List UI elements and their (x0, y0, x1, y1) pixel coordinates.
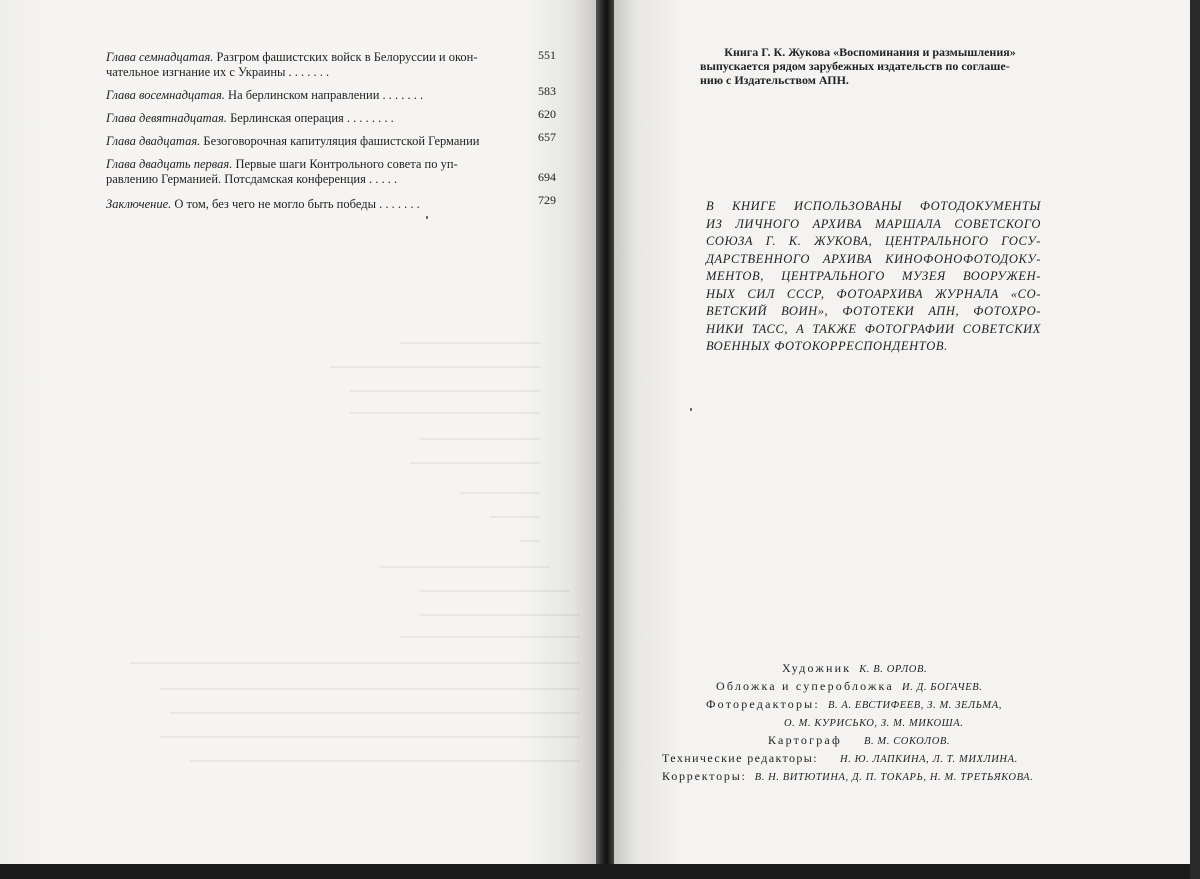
credit-names: Н. Ю. ЛАПКИНА, Л. Т. МИХЛИНА. (840, 754, 1018, 765)
credit-row (658, 732, 1118, 750)
toc-entry-20 (106, 130, 556, 149)
photo-note-line: НИКИ ТАСС, А ТАКЖЕ ФОТОГРАФИИ СОВЕТСКИХ (706, 321, 1041, 336)
toc-chapter-label: Глава девятнадцатая. (106, 111, 227, 125)
bleed-through-line (170, 712, 580, 714)
bleed-through-line (350, 390, 540, 392)
credits-block (658, 660, 1118, 786)
credit-row (658, 750, 1118, 768)
photo-note-line: МЕНТОВ, ЦЕНТРАЛЬНОГО МУЗЕЯ ВООРУЖЕН- (706, 269, 1041, 283)
credit-names: К. В. ОРЛОВ. (859, 664, 928, 675)
print-speck (690, 408, 692, 411)
toc-chapter-label: Глава семнадцатая. (106, 50, 214, 64)
toc-chapter-label: Глава двадцатая. (106, 134, 201, 148)
bleed-through-line (460, 492, 540, 494)
toc-entry-conclusion (106, 193, 556, 212)
credit-names: В. А. ЕВСТИФЕЕВ, З. М. ЗЕЛЬМА, (827, 700, 1002, 711)
page-right-edge (1190, 0, 1200, 879)
bleed-through-line (520, 540, 540, 542)
toc-page-number: 694 (538, 170, 556, 184)
credit-role: Художник (782, 661, 852, 675)
photo-note-line: НЫХ СИЛ СССР, ФОТОАРХИВА ЖУРНАЛА «СО- (706, 286, 1041, 301)
bleed-through-line (380, 566, 550, 568)
book-gutter (596, 0, 614, 879)
bleed-through-line (400, 636, 580, 638)
bleed-through-line (420, 590, 570, 592)
toc-page-number: 657 (538, 130, 556, 144)
publisher-note-line: Книга Г. К. Жукова «Воспоминания и размышления» (724, 45, 1016, 59)
publisher-note-line: выпускается рядом зарубежных издательств по соглаше- (700, 59, 1010, 73)
toc-entry-19 (106, 107, 556, 126)
bleed-through-line (160, 688, 580, 690)
photo-note-line: ВОЕННЫХ ФОТОКОРРЕСПОНДЕНТОВ. (706, 339, 948, 353)
photo-note-line: ДАРСТВЕННОГО АРХИВА КИНОФОНОФОТОДОКУ- (706, 251, 1041, 266)
photo-note-line: ВЕТСКИЙ ВОИН», ФОТОТЕКИ АПН, ФОТОХРО- (706, 304, 1041, 318)
toc-title-line: Берлинская операция . . . . . . . . (230, 111, 394, 125)
credit-role: Обложка и суперобложка (716, 679, 894, 693)
credit-role: Фоторедакторы: (706, 697, 820, 711)
toc-entry-17 (106, 50, 556, 80)
credit-row (658, 714, 1118, 732)
credit-row (658, 678, 1118, 696)
credit-names: О. М. КУРИСЬКО, З. М. МИКОША. (784, 718, 964, 729)
bleed-through-line (190, 760, 580, 762)
credit-names: В. Н. ВИТЮТИНА, Д. П. ТОКАРЬ, Н. М. ТРЕТЬЯКОВА. (754, 772, 1034, 783)
toc-title-line: чательное изгнание их с Украины . . . . . . . (106, 65, 330, 79)
credit-names: И. Д. БОГАЧЕВ. (901, 682, 983, 693)
bleed-through-line (420, 614, 580, 616)
bleed-through-line (490, 516, 540, 518)
toc-title-line: Первые шаги Контрольного совета по уп- (235, 157, 458, 171)
credit-role: Технические редакторы: (662, 751, 819, 765)
bleed-through-line (350, 412, 540, 414)
page-bottom-edge (0, 864, 1200, 879)
toc-entry-21 (106, 157, 556, 187)
bleed-through-line (130, 662, 580, 664)
credit-row (658, 768, 1118, 786)
table-of-contents (106, 50, 556, 220)
photo-sources-note (706, 198, 1041, 356)
toc-page-number: 729 (538, 193, 556, 207)
toc-page-number: 620 (538, 107, 556, 121)
credit-role: Картограф (768, 733, 842, 747)
print-speck (426, 216, 428, 219)
toc-page-number: 551 (538, 48, 556, 62)
toc-chapter-label: Заключение. (106, 197, 172, 211)
bleed-through-line (410, 462, 540, 464)
toc-page-number: 583 (538, 84, 556, 98)
bleed-through-line (400, 342, 540, 344)
toc-chapter-label: Глава восемнадцатая. (106, 88, 225, 102)
credit-row (658, 660, 1118, 678)
toc-title-line: Безоговорочная капитуляция фашистской Германии (203, 134, 480, 148)
credit-names: В. М. СОКОЛОВ. (863, 736, 951, 747)
credit-role: Корректоры: (662, 769, 747, 783)
toc-entry-18 (106, 84, 556, 103)
bleed-through-line (330, 366, 540, 368)
bleed-through-line (160, 736, 580, 738)
toc-title-line: На берлинском направлении . . . . . . . (228, 88, 424, 102)
bleed-through-line (420, 438, 540, 440)
photo-note-line: ИЗ ЛИЧНОГО АРХИВА МАРШАЛА СОВЕТСКОГО (706, 216, 1041, 231)
publisher-note-line: нию с Издательством АПН. (700, 73, 849, 87)
toc-title-line: Разгром фашистских войск в Белоруссии и окон- (216, 50, 478, 64)
photo-note-line: В КНИГЕ ИСПОЛЬЗОВАНЫ ФОТОДОКУМЕНТЫ (706, 199, 1041, 213)
publisher-note (700, 45, 1040, 87)
credit-row (658, 696, 1118, 714)
toc-chapter-label: Глава двадцать первая. (106, 157, 233, 171)
toc-title-line: О том, без чего не могло быть победы . . . . . . . (174, 197, 420, 211)
photo-note-line: СОЮЗА Г. К. ЖУКОВА, ЦЕНТРАЛЬНОГО ГОСУ- (706, 234, 1041, 248)
toc-title-line: равлению Германией. Потсдамская конференция . . . . . (106, 172, 398, 186)
